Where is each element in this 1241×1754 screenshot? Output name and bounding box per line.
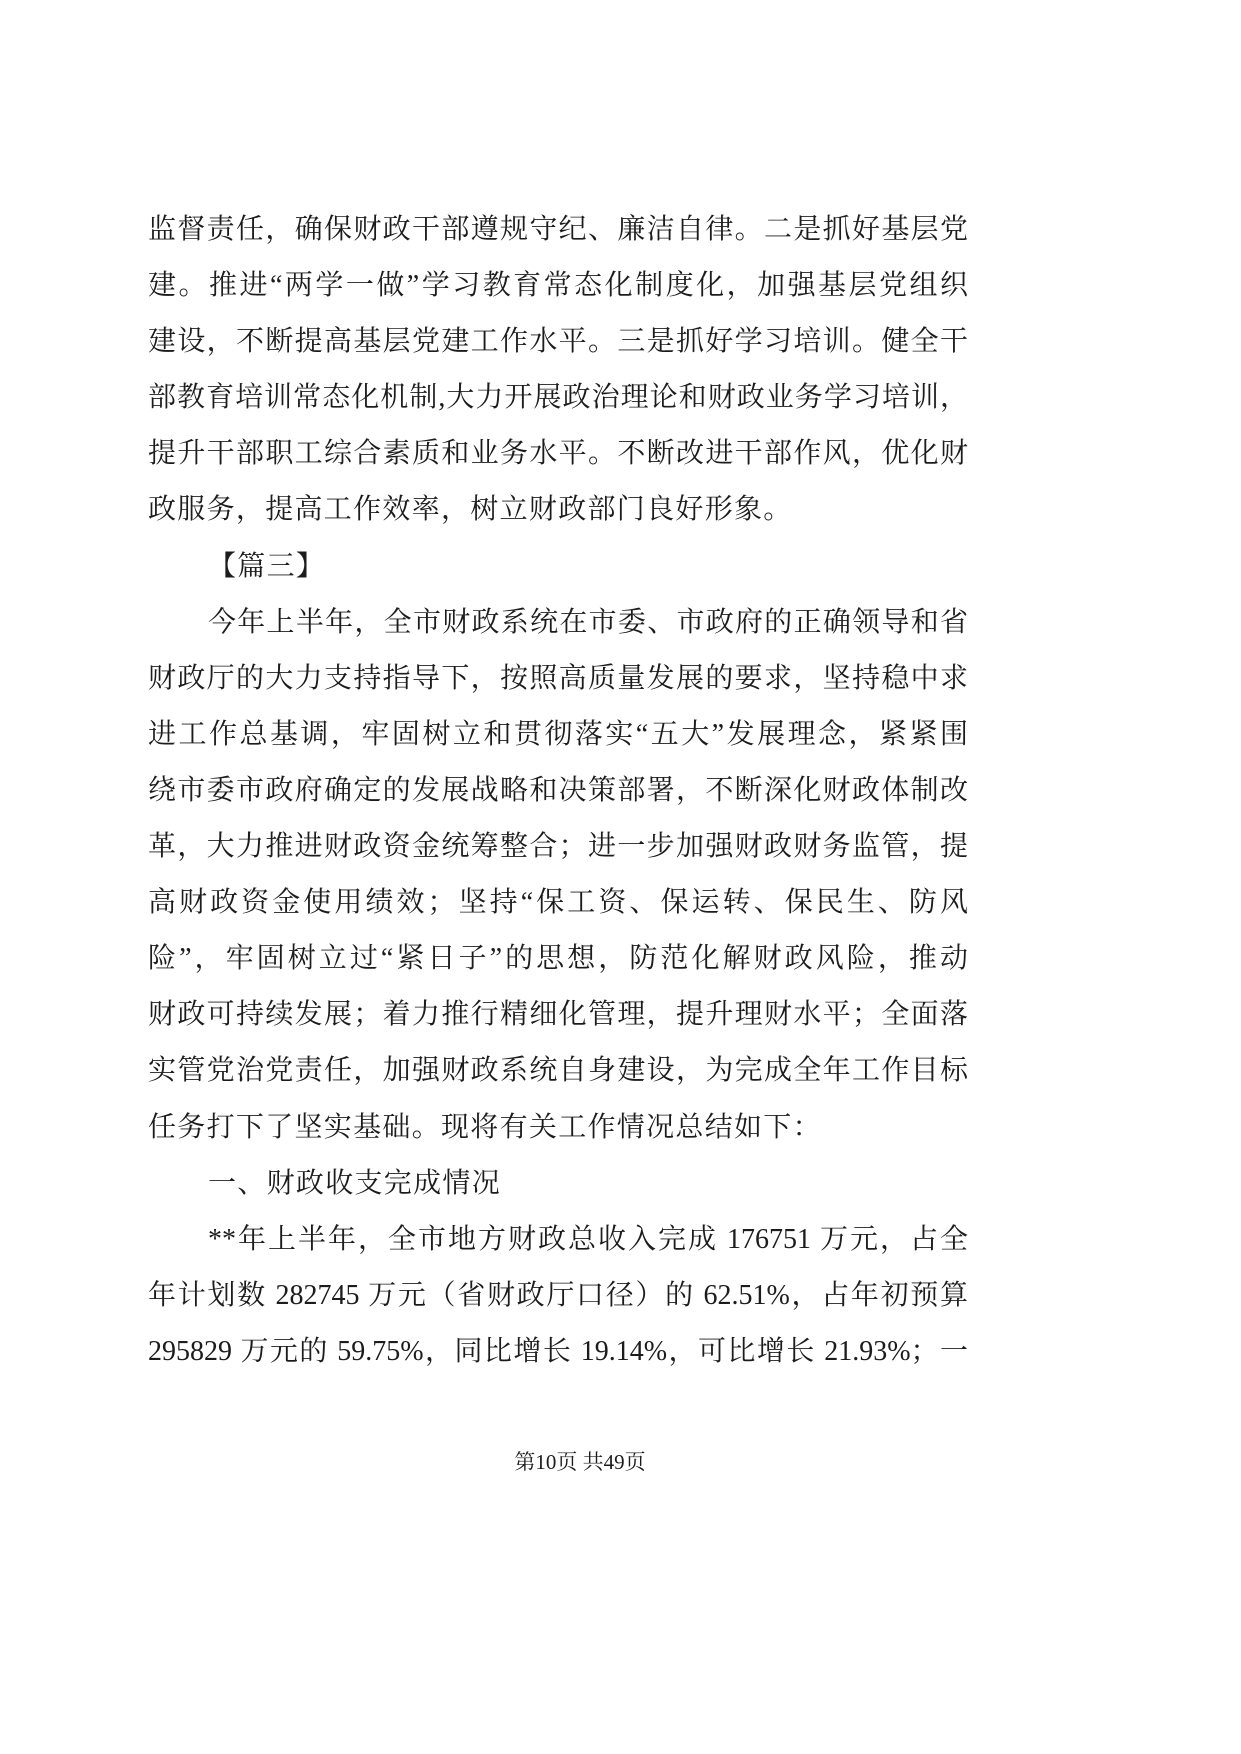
text-line: 政服务，提高工作效率，树立财政部门良好形象。 <box>148 494 793 526</box>
paragraph <box>148 595 968 1156</box>
text-line: 建设，不断提高基层党建工作水平。三是抓好学习培训。健全干 <box>148 326 968 358</box>
text-line: 295829 万元的 59.75%，同比增长 19.14%，可比增长 21.93%；一 <box>148 1335 968 1367</box>
text-line: 革，大力推进财政资金统筹整合；进一步加强财政财务监管，提 <box>148 831 968 863</box>
text-line: 实管党治党责任，加强财政系统自身建设，为完成全年工作目标 <box>148 1055 968 1087</box>
text-line: 今年上半年，全市财政系统在市委、市政府的正确领导和省 <box>208 606 968 638</box>
paragraph <box>148 1212 968 1380</box>
section-heading: 【篇三】 <box>208 550 326 582</box>
text-line: 险”，牢固树立过“紧日子”的思想，防范化解财政风险，推动 <box>148 943 968 975</box>
text-line: 建。推进“两学一做”学习教育常态化制度化，加强基层党组织 <box>148 270 968 302</box>
document-body <box>148 202 968 1380</box>
text-line: 绕市委市政府确定的发展战略和决策部署，不断深化财政体制改 <box>148 774 968 806</box>
text-line: 部教育培训常态化机制,大力开展政治理论和财政业务学习培训， <box>148 382 968 414</box>
paragraph <box>148 202 968 539</box>
text-line: 任务打下了坚实基础。现将有关工作情况总结如下： <box>148 1111 822 1143</box>
page-number-footer: 第10页 共49页 <box>514 1450 646 1474</box>
text-line: 进工作总基调，牢固树立和贯彻落实“五大”发展理念，紧紧围 <box>148 718 968 750</box>
subheading: 一、财政收支完成情况 <box>208 1167 502 1199</box>
text-line: 财政可持续发展；着力推行精细化管理，提升理财水平；全面落 <box>148 999 968 1031</box>
text-line: **年上半年，全市地方财政总收入完成 176751 万元，占全 <box>208 1223 968 1255</box>
text-line: 财政厅的大力支持指导下，按照高质量发展的要求，坚持稳中求 <box>148 662 968 694</box>
text-line: 监督责任，确保财政干部遵规守纪、廉洁自律。二是抓好基层党 <box>148 214 968 245</box>
text-line: 高财政资金使用绩效；坚持“保工资、保运转、保民生、防风 <box>148 887 968 919</box>
text-line: 提升干部职工综合素质和业务水平。不断改进干部作风，优化财 <box>148 438 968 470</box>
text-line: 年计划数 282745 万元（省财政厅口径）的 62.51%，占年初预算 <box>148 1279 968 1311</box>
